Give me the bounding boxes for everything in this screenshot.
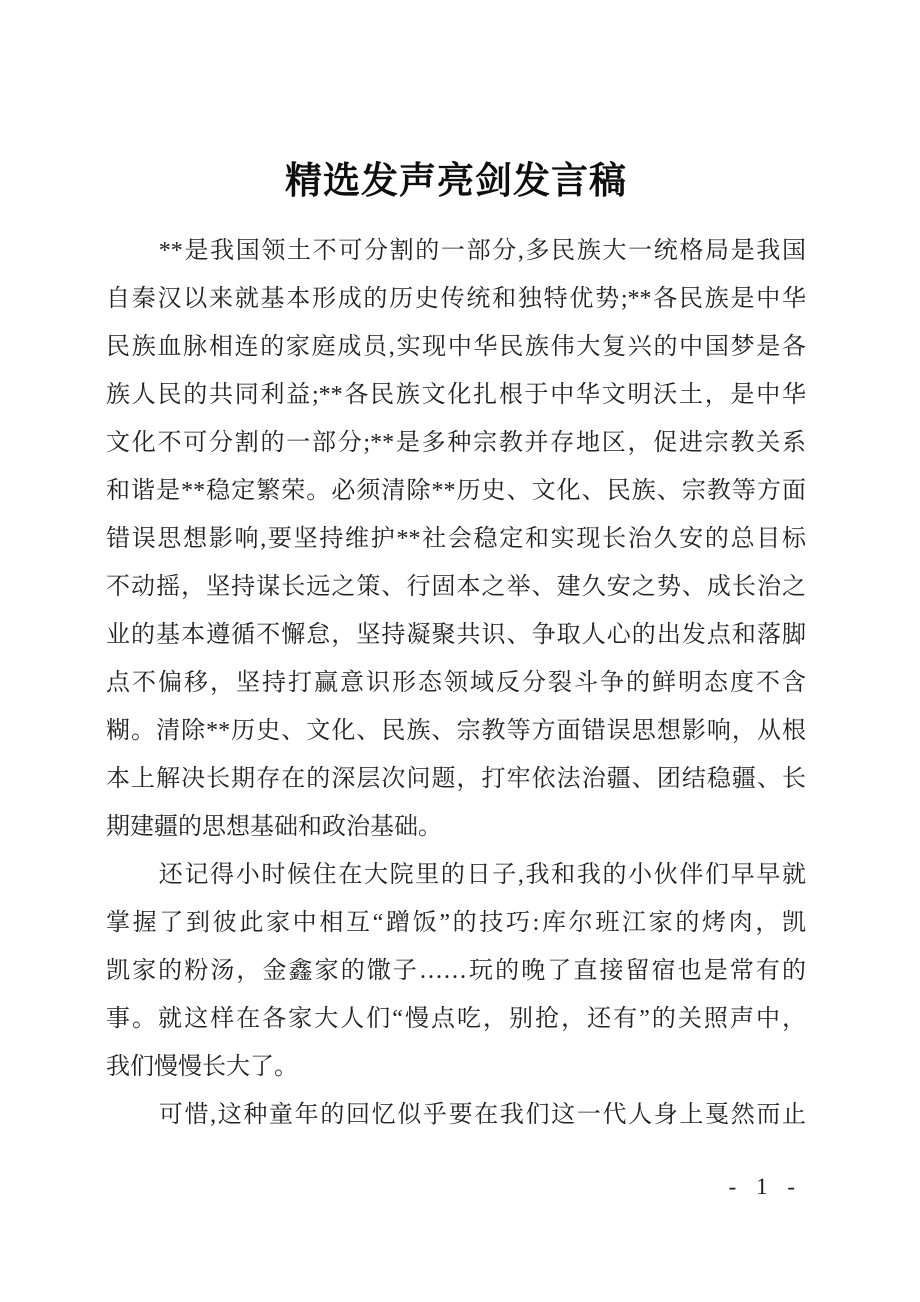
text-line: 掌握了到彼此家中相互“蹭饭”的技巧:库尔班江家的烤肉，凯 (106, 910, 806, 936)
text-line: 错误思想影响,要坚持维护**社会稳定和实现长治久安的总目标 (106, 526, 806, 552)
text-line: **是我国领土不可分割的一部分,多民族大一统格局是我国 (158, 238, 806, 264)
document-body (106, 227, 806, 1139)
text-line: 和谐是**稳定繁荣。必须清除**历史、文化、民族、宗教等方面 (106, 478, 806, 504)
text-line: 文化不可分割的一部分;**是多种宗教并存地区，促进宗教关系 (106, 430, 806, 456)
text-line: 还记得小时候住在大院里的日子,我和我的小伙伴们早早就 (158, 862, 806, 888)
text-line: 可惜,这种童年的回忆似乎要在我们这一代人身上戛然而止 (158, 1102, 806, 1128)
text-line: 糊。清除**历史、文化、民族、宗教等方面错误思想影响，从根 (106, 718, 806, 744)
text-line: 族人民的共同利益;**各民族文化扎根于中华文明沃土，是中华 (106, 382, 806, 408)
text-line: 民族血脉相连的家庭成员,实现中华民族伟大复兴的中国梦是各 (106, 334, 806, 360)
text-line: 期建疆的思想基础和政治基础。 (106, 814, 442, 840)
text-line: 点不偏移，坚持打赢意识形态领域反分裂斗争的鲜明态度不含 (106, 670, 806, 696)
text-line: 本上解决长期存在的深层次问题，打牢依法治疆、团结稳疆、长 (106, 766, 806, 792)
text-line: 事。就这样在各家大人们“慢点吃，别抢，还有”的关照声中， (106, 1006, 806, 1032)
document-title: 精选发声亮剑发言稿 (285, 161, 627, 202)
text-line: 自秦汉以来就基本形成的历史传统和独特优势;**各民族是中华 (106, 286, 806, 312)
text-line: 不动摇，坚持谋长远之策、行固本之举、建久安之势、成长治之 (106, 574, 806, 600)
text-line: 我们慢慢长大了。 (106, 1054, 298, 1080)
text-line: 业的基本遵循不懈怠，坚持凝聚共识、争取人心的出发点和落脚 (106, 622, 806, 648)
page-number: - 1 - (728, 1174, 802, 1199)
text-line: 凯家的粉汤，金鑫家的馓子……玩的晚了直接留宿也是常有的 (106, 958, 806, 984)
